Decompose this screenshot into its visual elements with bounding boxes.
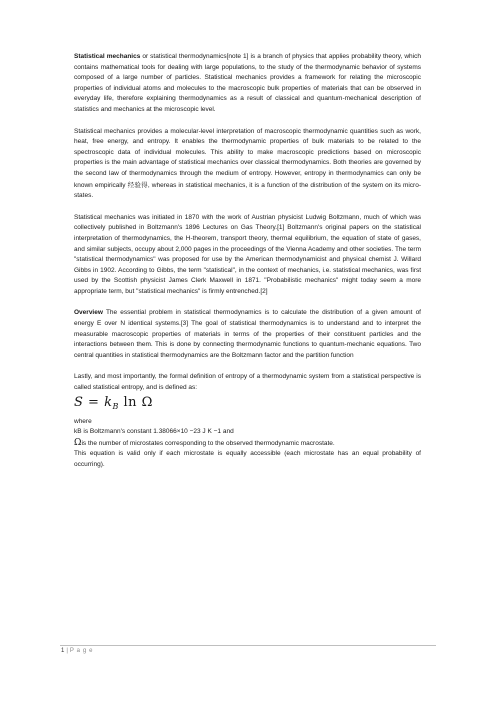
validity-note: This equation is valid only if each microstate is equally accessible (each microstate has an equal probability of occurring). xyxy=(74,450,421,468)
where-label: where xyxy=(74,417,92,425)
intro-text: or statistical thermodynamics[note 1] is a branch of physics that applies probability theory, which contains mathematical tools for dealing with large populations, to the study of the thermodynamic behavior of systems composed of a large number of particles. Statistical mechanics provides a framework for relating the microscopic properties of individual atoms and molecules to the macroscopic bulk properties of materials that can be observed in everyday life, therefore explaining thermodynamics as a result of classical and quantum-mechanical description of statistics and mechanics at the microscopic level. xyxy=(74,53,421,113)
page-word: P a g e xyxy=(69,648,94,654)
term-statistical-mechanics: Statistical mechanics xyxy=(74,53,141,60)
entropy-formula xyxy=(74,395,421,415)
formula-ln: ln xyxy=(118,394,142,410)
formula-omega: Ω xyxy=(141,394,153,410)
formula-subscript-b: B xyxy=(112,401,119,411)
omega-definition-text: is the number of microstates corresponding to the observed thermodynamic macrostate. xyxy=(81,439,335,447)
overview-heading: Overview xyxy=(74,309,103,317)
cjk-annotation: 经验得 xyxy=(127,180,148,189)
boltzmann-constant-line: kB is Boltzmann's constant 1.38066×10 −23 J K −1 and xyxy=(74,428,234,436)
paragraph-history: Statistical mechanics was initiated in 1870 with the work of Austrian physicist Ludwig Boltzmann, much of which was collectively published in Boltzmann's 1896 Lectures on Gas Theory.[1] Boltzmann's original papers on the statistical interpretation of thermodynamics, the H-theorem, transport theory, thermal equilibrium, the equation of state of gases, and similar subjects, occupy about 2,000 pages in the proceedings of the Vienna Academy and other societies. The term "statistical thermodynamics" was proposed for use by the American thermodynamicist and physical chemist J. Willard Gibbs in 1902. According to Gibbs, the term "statistical", in the context of mechanics, i.e. statistical mechanics, was first used by the Scottish physicist James Clerk Maxwell in 1871. "Probabilistic mechanics" might today seem a more appropriate term, but "statistical mechanics" is firmly entrenched.[2] xyxy=(74,213,421,295)
omega-definition-line xyxy=(74,438,421,450)
page-footer xyxy=(61,648,93,654)
footer-divider xyxy=(60,645,436,646)
interpretation-text-a: Statistical mechanics provides a molecular-level interpretation of macroscopic thermodynamic quantities such as work, heat, free energy, and entropy. It enables the thermodynamic properties of bulk materials to be related to the spectroscopic data of individual molecules. This ability to make macroscopic predictions based on microscopic properties is the main advantage of statistical mechanics over classical thermodynamics. Both theories are governed by the second law of thermodynamics through the medium of entropy. However, entropy in thermodynamics can only be known empirically xyxy=(74,127,421,189)
formula-s: S xyxy=(74,394,84,410)
interpretation-text-b: , whereas in statistical mechanics, it is a function of the distribution of the system on its micro-states. xyxy=(74,181,422,200)
paragraph-interpretation xyxy=(74,127,421,202)
formula-k: k xyxy=(104,394,113,410)
omega-symbol: Ω xyxy=(74,437,82,448)
page-number: 1 xyxy=(61,648,65,654)
formula-equals: = xyxy=(83,394,105,410)
paragraph-entropy-definition: Lastly, and most importantly, the formal definition of entropy of a thermodynamic system from a statistical perspective is called statistical entropy, and is defined as: xyxy=(74,373,421,392)
paragraph-intro xyxy=(74,52,421,116)
paragraph-overview xyxy=(74,308,421,361)
document-body xyxy=(74,52,421,471)
footer-separator: | xyxy=(66,648,68,654)
overview-text: The essential problem in statistical thermodynamics is to calculate the distribution of a given amount of energy E over N identical systems.[3] The goal of statistical thermodynamics is to understand and to interpret the measurable macroscopic properties of materials in terms of the properties of their constituent particles and the interactions between them. This is done by connecting thermodynamic functions to quantum-mechanic equations. Two central quantities in statistical thermodynamics are the Boltzmann factor and the partition function xyxy=(74,309,421,359)
